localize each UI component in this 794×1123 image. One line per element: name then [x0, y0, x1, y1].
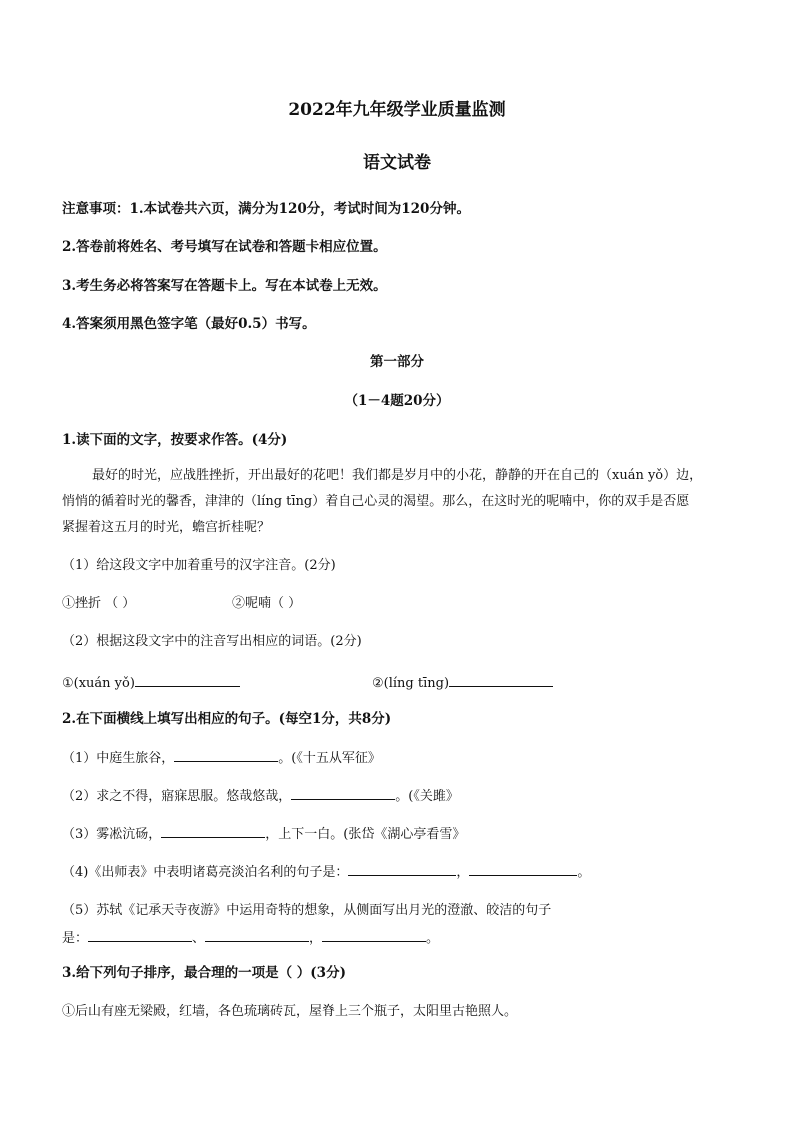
q2-s2-post: 。(《关雎》	[395, 789, 459, 804]
q2-s3	[62, 823, 465, 845]
q2-s5-line2	[62, 927, 439, 949]
q2-s4-pre: （4)《出师表》中表明诸葛亮淡泊名利的句子是：	[62, 865, 349, 880]
q2-s5-post: 。	[426, 931, 440, 946]
q2-s5-sep2: ，	[309, 931, 323, 946]
q3-stem: 3.给下列句子排序，最合理的一项是（ ）(3分)	[62, 965, 346, 981]
q1-sub2: （2）根据这段文字中的注音写出相应的词语。(2分)	[62, 634, 362, 649]
answer-blank[interactable]	[469, 861, 577, 876]
note-line-3: 3.考生务必将答案写在答题卡上。写在本试卷上无效。	[62, 278, 387, 294]
q2-stem: 2.在下面横线上填写出相应的句子。(每空1分，共8分)	[62, 711, 392, 727]
q1-sub2-a-label: ①(xuán yǒ)	[62, 676, 135, 691]
q2-s5-line1: （5）苏轼《记承天寺夜游》中运用奇特的想象，从侧面写出月光的澄澈、皎洁的句子	[62, 903, 552, 918]
q1-sub2-a-row	[62, 672, 240, 694]
part-title: 第一部分	[370, 354, 424, 370]
q2-s3-pre: （3）雾凇沆砀，	[62, 827, 162, 842]
q2-s2	[62, 785, 459, 807]
q2-s4-post: 。	[577, 865, 591, 880]
q2-s1-pre: （1）中庭生旅谷，	[62, 751, 175, 766]
q2-s4-mid: ，	[456, 865, 470, 880]
q1-sub1: （1）给这段文字中加着重号的汉字注音。(2分)	[62, 558, 336, 573]
answer-blank[interactable]	[135, 672, 240, 687]
answer-blank[interactable]	[174, 747, 278, 762]
q2-s1-post: 。(《十五从军征》	[278, 751, 381, 766]
q1-sub2-b-label: ②(líng tīng)	[372, 676, 450, 691]
q1-sub2-b-row	[372, 672, 553, 694]
q2-s5-pre: 是：	[62, 931, 89, 946]
answer-blank[interactable]	[322, 927, 426, 942]
q2-s3-post: ，上下一白。(张岱《湖心亭看雪》	[265, 827, 466, 842]
q2-s4	[62, 861, 590, 883]
exam-title: 2022年九年级学业质量监测	[288, 100, 506, 120]
q2-s5-sep1: 、	[192, 931, 206, 946]
part-range: （1－4题20分）	[344, 393, 450, 409]
q1-passage-line-2: 悄悄的循着时光的馨香，津津的（líng tīng）着自己心灵的渴望。那么，在这时光的呢喃中，你的双手是否愿	[62, 494, 690, 509]
answer-blank[interactable]	[88, 927, 192, 942]
q1-sub1-a: ①挫折 （ ）	[62, 596, 136, 611]
q1-sub1-b: ②呢喃（ ）	[232, 596, 302, 611]
answer-blank[interactable]	[161, 823, 265, 838]
answer-blank[interactable]	[205, 927, 309, 942]
q2-s1	[62, 747, 381, 769]
q1-passage-line-1: 最好的时光，应战胜挫折，开出最好的花吧！我们都是岁月中的小花，静静的开在自己的（xuán yǒ）边，	[92, 468, 703, 483]
q1-stem: 1.读下面的文字，按要求作答。(4分)	[62, 432, 288, 448]
note-line-4: 4.答案须用黑色签字笔（最好0.5）书写。	[62, 316, 316, 332]
answer-blank[interactable]	[291, 785, 395, 800]
note-line-2: 2.答卷前将姓名、考号填写在试卷和答题卡相应位置。	[62, 239, 387, 255]
exam-subtitle: 语文试卷	[363, 153, 431, 173]
q3-item-1: ①后山有座无梁殿，红墙，各色琉璃砖瓦，屋脊上三个瓶子，太阳里古艳照人。	[62, 1004, 518, 1019]
q1-passage-line-3: 紧握着这五月的时光，蟾宫折桂呢？	[62, 520, 271, 535]
answer-blank[interactable]	[449, 672, 553, 687]
q2-s2-pre: （2）求之不得，寤寐思服。悠哉悠哉，	[62, 789, 292, 804]
answer-blank[interactable]	[348, 861, 456, 876]
note-line-1: 注意事项：1.本试卷共六页，满分为120分，考试时间为120分钟。	[62, 201, 470, 217]
